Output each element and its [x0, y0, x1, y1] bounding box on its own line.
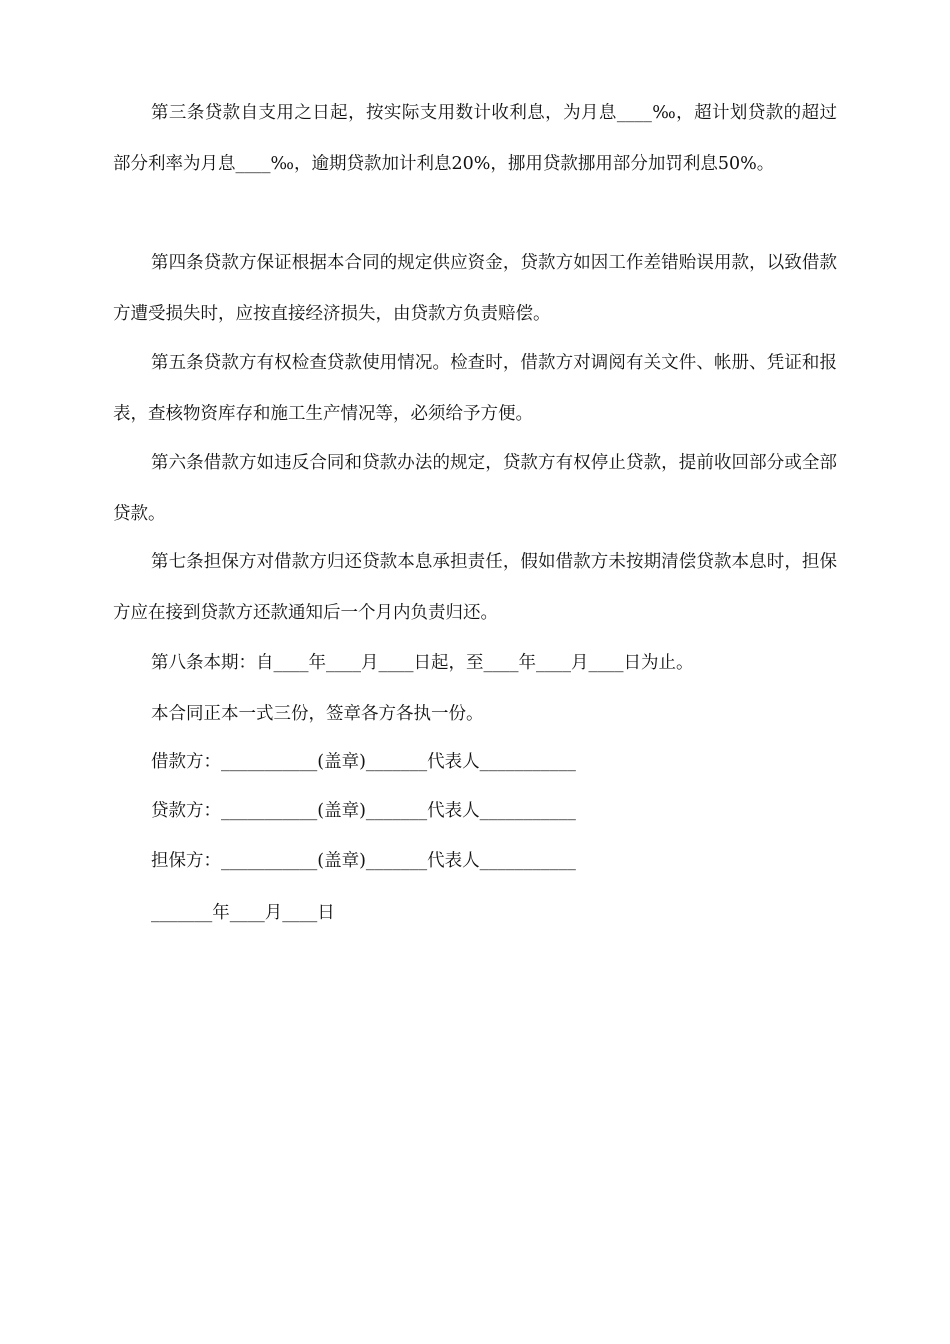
article-7: 第七条担保方对借款方归还贷款本息承担责任，假如借款方未按期清偿贷款本息时，担保方应在接到贷款方还款通知后一个月内负责归还。	[113, 552, 837, 623]
copies-note: 本合同正本一式三份，签章各方各执一份。	[151, 704, 484, 724]
signature-borrower: 借款方：___________(盖章)_______代表人___________	[151, 752, 576, 772]
article-5: 第五条贷款方有权检查贷款使用情况。检查时，借款方对调阅有关文件、帐册、凭证和报表，查核物资库存和施工生产情况等，必须给予方便。	[113, 353, 837, 424]
signature-guarantor: 担保方：___________(盖章)_______代表人___________	[151, 851, 576, 871]
article-4: 第四条贷款方保证根据本合同的规定供应资金，贷款方如因工作差错贻误用款，以致借款方遭受损失时，应按直接经济损失，由贷款方负责赔偿。	[113, 253, 837, 324]
article-8: 第八条本期：自____年____月____日起，至____年____月____日为止。	[151, 653, 694, 673]
article-3: 第三条贷款自支用之日起，按实际支用数计收利息，为月息____‰，超计划贷款的超过部分利率为月息____‰，逾期贷款加计利息20%，挪用贷款挪用部分加罚利息50%。	[113, 103, 837, 174]
article-6: 第六条借款方如违反合同和贷款办法的规定，贷款方有权停止贷款，提前收回部分或全部贷款。	[113, 453, 837, 524]
signature-lender: 贷款方：___________(盖章)_______代表人___________	[151, 801, 576, 821]
signing-date: _______年____月____日	[151, 903, 335, 923]
